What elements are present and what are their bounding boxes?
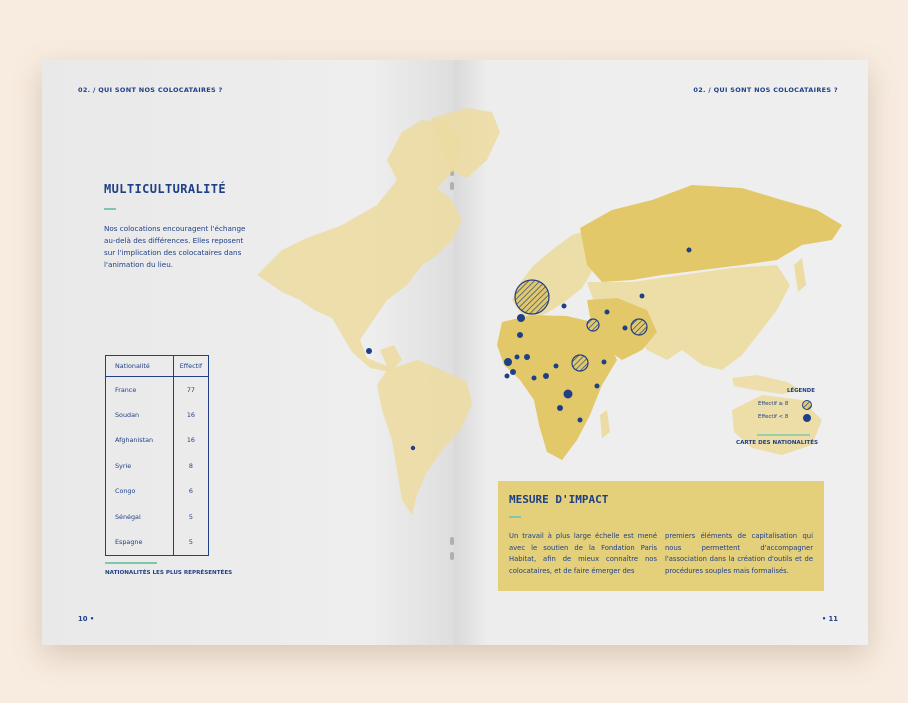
impact-text-column-2: premiers éléments de capitalisation qui nous permettent d'accompagner l'association dans la création d'outils et de procédures souples mais formalisés. (665, 532, 813, 575)
table-caption: NATIONALITÉS LES PLUS REPRÉSENTÉES (105, 570, 233, 576)
marker-small (411, 446, 415, 450)
right-page-header: 02. / QUI SONT NOS COLOCATAIRES ? (693, 86, 838, 94)
impact-title: MESURE D'IMPACT (509, 493, 609, 506)
marker-small (510, 369, 516, 375)
count-cell: 77 (186, 385, 195, 394)
madagascar-landmass (600, 410, 610, 438)
legend-label-large: Effectif ≥ 8 (758, 401, 789, 407)
marker-small (524, 354, 530, 360)
nationality-cell: Espagne (106, 529, 174, 555)
marker-small (564, 390, 573, 399)
count-cell: 6 (188, 487, 193, 496)
marker-small (623, 326, 628, 331)
nationality-cell: Soudan (106, 402, 174, 427)
count-cell: 16 (186, 411, 195, 420)
intro-paragraph: Nos colocations encouragent l'échange au-delà des différences. Elles reposent sur l'implication des colocataires dans l'animation du lieu. (104, 224, 246, 269)
impact-accent-line (509, 516, 521, 518)
marker-small (595, 384, 600, 389)
marker-small (505, 374, 510, 379)
south-america-landmass (377, 360, 472, 515)
nationality-cell: Congo (106, 479, 174, 504)
impact-box (498, 481, 824, 591)
marker-small (554, 364, 559, 369)
marker-small (517, 332, 523, 338)
marker-afghanistan (631, 319, 647, 335)
map-caption: CARTE DES NATIONALITÉS (736, 440, 819, 446)
marker-small (557, 405, 563, 411)
legend-small-symbol (803, 414, 811, 422)
marker-small (366, 348, 372, 354)
marker-small (578, 418, 583, 423)
legend-title: LÉGENDE (787, 388, 815, 394)
nationality-cell: France (106, 377, 174, 403)
left-page-number: 10 • (78, 615, 95, 623)
count-cell: 5 (188, 538, 193, 547)
japan-landmass (794, 258, 806, 292)
nationality-cell: Syrie (106, 453, 174, 478)
marker-small (687, 248, 692, 253)
left-page-header: 02. / QUI SONT NOS COLOCATAIRES ? (78, 86, 223, 94)
count-cell: 16 (186, 436, 195, 445)
marker-syria (587, 319, 599, 331)
marker-small (640, 294, 645, 299)
marker-small (515, 355, 520, 360)
nationality-cell: Afghanistan (106, 428, 174, 453)
count-cell: 5 (188, 512, 193, 521)
nationality-cell: Sénégal (106, 504, 174, 529)
count-cell: 8 (188, 461, 193, 470)
legend-large-symbol (803, 401, 812, 410)
column-header-nationality: Nationalité (106, 356, 174, 377)
section-title: MULTICULTURALITÉ (104, 182, 226, 196)
marker-small (562, 304, 567, 309)
marker-france (515, 280, 549, 314)
column-header-count: Effectif (173, 356, 208, 377)
marker-small (602, 360, 607, 365)
impact-text-column-1: Un travail à plus large échelle est mené avec le soutien de la Fondation Paris Habitat, afin de mieux connaître nos colocataires, et de faire émerger des (509, 532, 657, 575)
north-america-landmass (257, 120, 462, 372)
legend-label-small: Effectif < 8 (758, 414, 789, 420)
marker-small (605, 310, 610, 315)
marker-small (532, 376, 537, 381)
marker-small (543, 373, 549, 379)
marker-small (517, 314, 525, 322)
marker-small (504, 358, 512, 366)
right-page-number: • 11 (821, 615, 838, 623)
marker-sudan (572, 355, 588, 371)
brochure-spread (42, 60, 868, 645)
